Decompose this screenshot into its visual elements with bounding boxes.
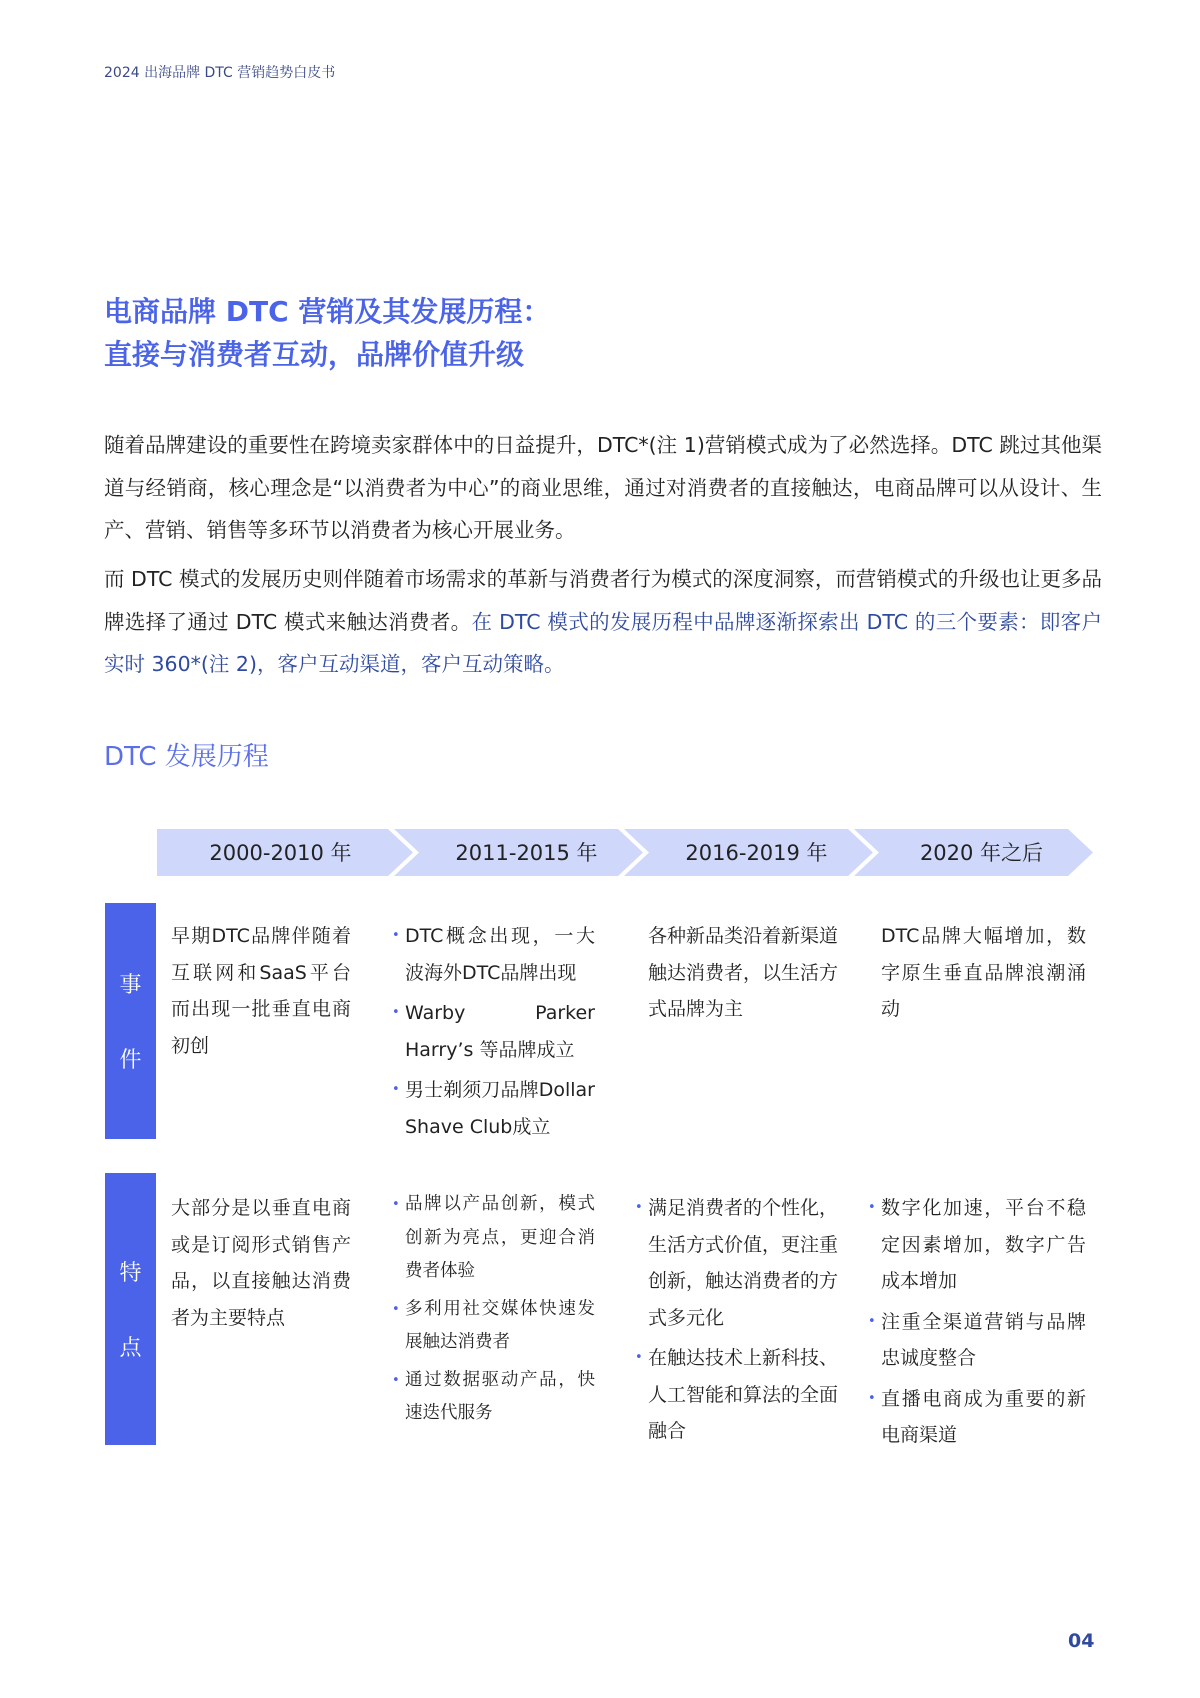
timeline-cell (648, 1190, 838, 1450)
cell-item: • DTC概念出现，一大波海外DTC品牌出现 (405, 918, 595, 991)
timeline-cell (405, 1188, 595, 1431)
row-label-char: 特 (119, 1261, 142, 1286)
row-label-char: 点 (119, 1336, 142, 1361)
cell-item: • 满足消费者的个性化，生活方式价值，更注重创新，触达消费者的方式多元化 (648, 1190, 838, 1336)
cell-item: DTC品牌大幅增加，数字原生垂直品牌浪潮涌动 (881, 925, 1086, 1020)
cell-item: • 注重全渠道营销与品牌忠诚度整合 (881, 1304, 1086, 1377)
timeline-cell (405, 918, 595, 1145)
period-label: 2016-2019 年 (685, 841, 828, 865)
cell-item: • 数字化加速，平台不稳定因素增加，数字广告成本增加 (881, 1190, 1086, 1300)
cell-item: • 直播电商成为重要的新电商渠道 (881, 1381, 1086, 1454)
row-label-features (105, 1173, 156, 1445)
cell-item: • 通过数据驱动产品，快速迭代服务 (405, 1364, 595, 1431)
timeline-cell (171, 1190, 351, 1336)
timeline-cell (881, 918, 1086, 1028)
intro-paragraph: 随着品牌建设的重要性在跨境卖家群体中的日益提升，DTC*(注 1)营销模式成为了必然选择。DTC 跳过其他渠道与经销商，核心理念是“以消费者为中心”的商业思维，通过对消费者的直接触达，电商品牌可以从设计、生产、营销、销售等多环节以消费者为核心开展业务。 (104, 433, 1102, 542)
timeline-cell (648, 918, 838, 1028)
paragraph-text: 而 DTC 模式的发展历史则伴随着市场需求的革新与消费者行为模式的深度洞察，而营销模式的升级也让更多品牌选择了通过 DTC 模式来触达消费者。 (104, 567, 1102, 634)
document-header: 2024 出海品牌 DTC 营销趋势白皮书 (104, 65, 336, 81)
cell-item: • 品牌以产品创新，模式创新为亮点，更迎合消费者体验 (405, 1188, 595, 1289)
period-label: 2020 年之后 (919, 841, 1044, 865)
cell-item: • 男士剃须刀品牌Dollar Shave Club成立 (405, 1072, 595, 1145)
row-label-char: 事 (119, 973, 142, 998)
page-number: 04 (1068, 1630, 1095, 1652)
timeline-cell (881, 1190, 1086, 1454)
title-line-2: 直接与消费者互动，品牌价值升级 (104, 338, 525, 371)
highlighted-text: 在 DTC 模式的发展历程中品牌逐渐探索出 DTC 的三个要素：即客户实时 360*(注 2)，客户互动渠道，客户互动策略。 (104, 609, 1102, 676)
row-label-char: 件 (119, 1048, 142, 1073)
cell-item: 早期DTC品牌伴随着互联网和SaaS平台而出现一批垂直电商初创 (171, 925, 351, 1057)
cell-item: • 在触达技术上新科技、人工智能和算法的全面融合 (648, 1340, 838, 1450)
history-paragraph (104, 558, 1102, 686)
row-label-events (105, 903, 156, 1139)
cell-item: • Warby Parker Harry’s 等品牌成立 (405, 995, 595, 1068)
period-label: 2000-2010 年 (209, 841, 352, 865)
cell-item: 大部分是以垂直电商或是订阅形式销售产品，以直接触达消费者为主要特点 (171, 1197, 351, 1329)
timeline-arrows (157, 829, 1117, 877)
page-title (104, 290, 550, 376)
section-title: DTC 发展历程 (104, 742, 269, 772)
title-line-1: 电商品牌 DTC 营销及其发展历程： (104, 295, 551, 328)
cell-item: • 多利用社交媒体快速发展触达消费者 (405, 1293, 595, 1360)
cell-item: 各种新品类沿着新渠道触达消费者，以生活方式品牌为主 (648, 925, 839, 1020)
period-label: 2011-2015 年 (455, 841, 598, 865)
timeline-cell (171, 918, 351, 1064)
